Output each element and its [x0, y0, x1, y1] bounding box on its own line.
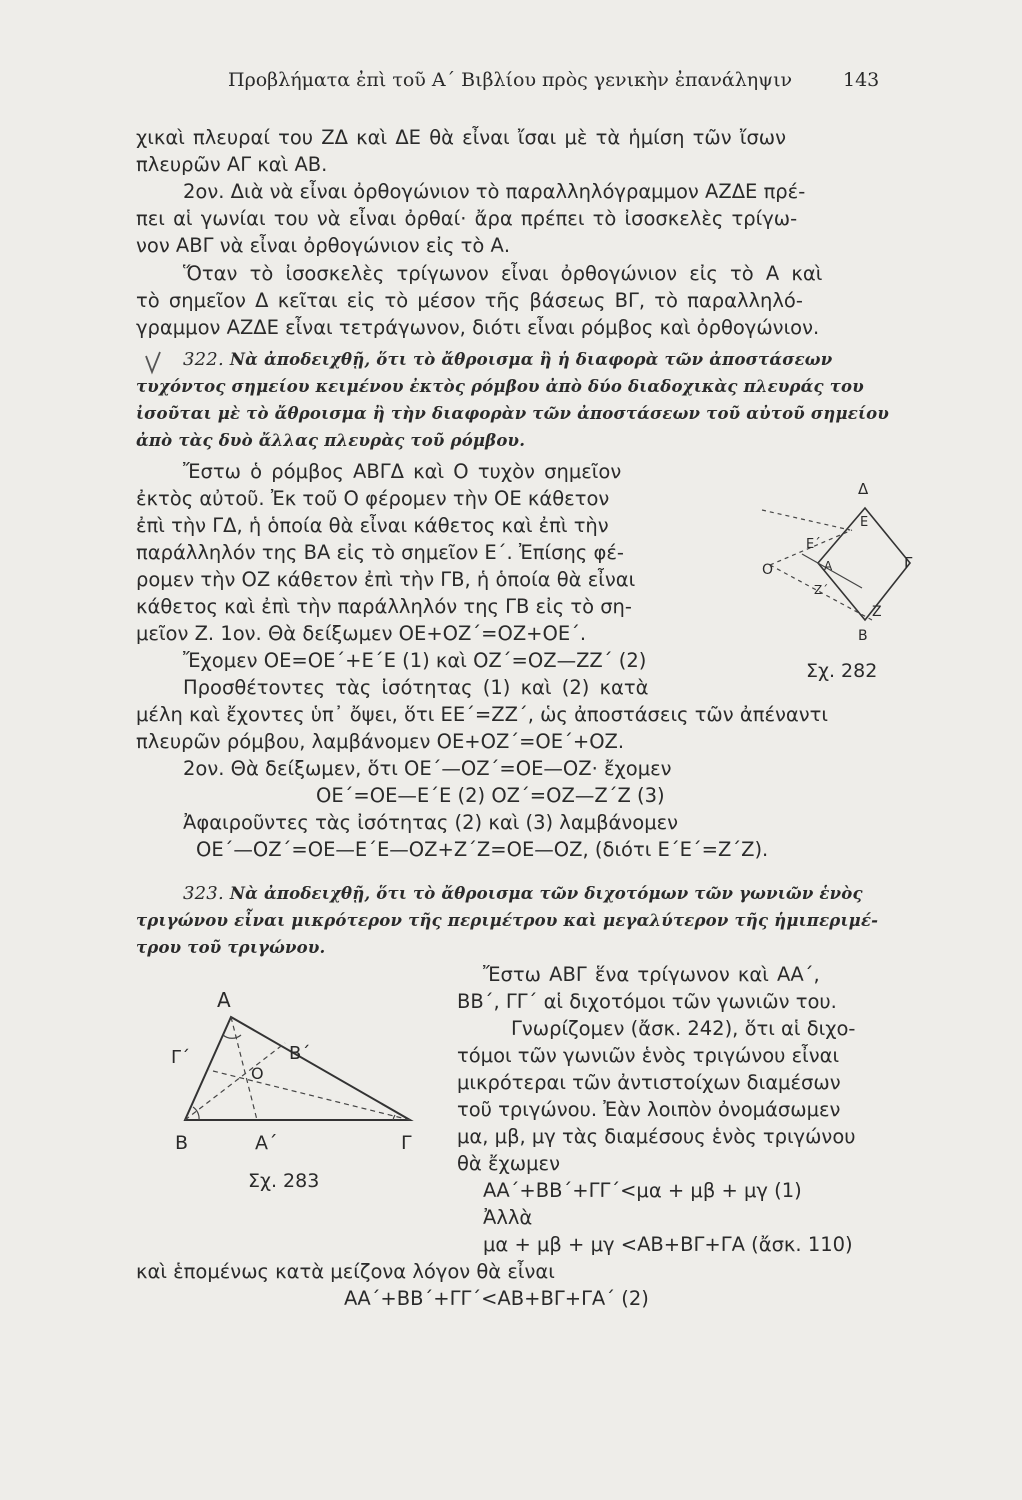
label-z-prime: Ζ΄ — [814, 583, 829, 597]
figure-283-caption: Σχ. 283 — [248, 1170, 320, 1192]
problem-323-line: τρου τοῦ τριγώνου. — [136, 938, 326, 957]
text-line: μέλη καὶ ἔχοντες ὑπ᾽ ὄψει, ὅτι ΕΕ΄=ΖΖ΄, ὡς ἀποστάσεις τῶν ἀπέναντι — [136, 703, 828, 726]
text-line: νον ΑΒΓ νὰ εἶναι ὀρθογώνιον εἰς τὸ Α. — [136, 234, 511, 257]
page-number: 143 — [843, 69, 880, 91]
text-line: ΟΕ΄=ΟΕ—Ε΄Ε (2) ΟΖ΄=ΟΖ—Ζ΄Ζ (3) — [316, 784, 665, 807]
text-line: θὰ ἔχωμεν — [457, 1152, 560, 1175]
running-header: Προβλήματα ἐπὶ τοῦ Α΄ Βιβλίου πρὸς γενικὴν ἐπανάληψιν — [228, 69, 793, 91]
label-b: Β — [175, 1132, 189, 1154]
text-line: ΒΒ΄, ΓΓ΄ αἱ διχοτόμοι τῶν γωνιῶν του. — [457, 990, 837, 1013]
text-line: γραμμον ΑΖΔΕ εἶναι τετράγωνον, διότι εἶναι ρόμβος καὶ ὀρθογώνιον. — [136, 316, 820, 339]
text-line: πλευρῶν ρόμβου, λαμβάνομεν ΟΕ+ΟΖ΄=ΟΕ΄+ΟΖ. — [136, 730, 625, 753]
text-line: μα + μβ + μγ <ΑΒ+ΒΓ+ΓΑ (ἄσκ. 110) — [483, 1233, 853, 1256]
text-line: 2ον. Διὰ νὰ εἶναι ὀρθογώνιον τὸ παραλληλόγραμμον ΑΖΔΕ πρέ- — [183, 180, 806, 203]
text-line: μικρότεραι τῶν ἀντιστοίχων διαμέσων — [457, 1071, 841, 1094]
text-line: Ἔστω ΑΒΓ ἕνα τρίγωνον καὶ ΑΑ΄, — [483, 963, 820, 986]
figure-282-rhombus — [762, 470, 913, 644]
text-line: ΟΕ΄—ΟΖ΄=ΟΕ—Ε΄Ε—ΟΖ+Ζ΄Ζ=ΟΕ—ΟΖ, (διότι Ε΄Ε΄=Ζ΄Ζ). — [196, 838, 769, 861]
text-line: Ὅταν τὸ ἰσοσκελὲς τρίγωνον εἶναι ὀρθογώνιον εἰς τὸ Α καὶ — [183, 262, 823, 285]
label-a: Α — [217, 988, 231, 1012]
check-mark-icon — [144, 350, 164, 376]
text-line: Γνωρίζομεν (ἄσκ. 242), ὅτι αἱ διχο- — [511, 1017, 856, 1040]
label-delta: Δ — [858, 480, 869, 498]
text-line: πει αἱ γωνίαι του νὰ εἶναι ὀρθαί· ἄρα πρέπει τὸ ἰσοσκελὲς τρίγω- — [136, 207, 798, 230]
label-a: Α — [824, 559, 833, 573]
text-line: ΑΑ΄+ΒΒ΄+ΓΓ΄<ΑΒ+ΒΓ+ΓΑ΄ (2) — [344, 1287, 649, 1310]
text-line: ἐκτὸς αὐτοῦ. Ἐκ τοῦ Ο φέρομεν τὴν ΟΕ κάθετον — [136, 487, 610, 510]
figure-283-triangle — [165, 985, 425, 1165]
text-line: μα, μβ, μγ τὰς διαμέσους ἑνὸς τριγώνου — [457, 1125, 856, 1148]
label-o: Ο — [251, 1064, 264, 1083]
figure-282-caption: Σχ. 282 — [806, 660, 878, 682]
label-z: Ζ — [872, 604, 882, 620]
text-line: τὸ σημεῖον Δ κεῖται εἰς τὸ μέσον τῆς βάσεως ΒΓ, τὸ παραλληλό- — [136, 289, 803, 312]
problem-323-line: 323. Νὰ ἀποδειχθῇ, ὅτι τὸ ἄθροισμα τῶν διχοτόμων τῶν γωνιῶν ἑνὸς — [183, 883, 863, 904]
problem-322-line: ἰσοῦται μὲ τὸ ἄθροισμα ἢ τὴν διαφορὰν τῶν ἀποστάσεων τοῦ αὐτοῦ σημείου — [136, 404, 890, 423]
problem-323-line: τριγώνου εἶναι μικρότερον τῆς περιμέτρου καὶ μεγαλύτερον τῆς ἡμιπεριμέ- — [136, 911, 879, 930]
label-gamma: Γ — [904, 554, 913, 572]
text-line: καὶ ἑπομένως κατὰ μείζονα λόγον θὰ εἶναι — [136, 1260, 555, 1283]
label-a-prime: Α΄ — [255, 1132, 278, 1154]
problem-number: 322. — [183, 349, 224, 370]
text-line: παράλληλόν της ΒΑ εἰς τὸ σημεῖον Ε΄. Ἐπίσης φέ- — [136, 541, 624, 564]
text-line: κάθετος καὶ ἐπὶ τὴν παράλληλόν της ΓΒ εἰς τὸ ση- — [136, 595, 632, 618]
text-line: τόμοι τῶν γωνιῶν ἑνὸς τριγώνου εἶναι — [457, 1044, 840, 1067]
text-line: πλευρῶν ΑΓ καὶ ΑΒ. — [136, 153, 328, 176]
label-g: Γ — [401, 1132, 412, 1154]
text-line: Ἀλλὰ — [483, 1206, 533, 1229]
label-g-prime: Γ΄ — [171, 1047, 191, 1068]
problem-322-line: τυχόντος σημείου κειμένου ἐκτὸς ρόμβου ἀπὸ δύο διαδοχικὰς πλευράς του — [136, 377, 864, 396]
text-line: 2ον. Θὰ δείξωμεν, ὅτι ΟΕ΄—ΟΖ΄=ΟΕ—ΟΖ· ἔχομεν — [183, 757, 672, 780]
text-line: τοῦ τριγώνου. Ἐὰν λοιπὸν ὀνομάσωμεν — [457, 1098, 841, 1121]
text-line: Ἔχομεν ΟΕ=ΟΕ΄+Ε΄Ε (1) καὶ ΟΖ΄=ΟΖ—ΖΖ΄ (2) — [183, 649, 647, 672]
text-line: χικαὶ πλευραί του ΖΔ καὶ ΔΕ θὰ εἶναι ἴσαι μὲ τὰ ἡμίση τῶν ἴσων — [136, 126, 787, 149]
label-b: Β — [858, 628, 868, 644]
text-line: Ἔστω ὁ ρόμβος ΑΒΓΔ καὶ Ο τυχὸν σημεῖον — [183, 460, 622, 483]
label-e: Ε — [860, 515, 869, 530]
label-e-prime: Ε΄ — [806, 537, 821, 552]
text-line: ἐπὶ τὴν ΓΔ, ἡ ὁποία θὰ εἶναι κάθετος καὶ ἐπὶ τὴν — [136, 514, 609, 537]
problem-number: 323. — [183, 883, 224, 904]
label-o: Ο — [762, 562, 774, 578]
text-line: ρομεν τὴν ΟΖ κάθετον ἐπὶ τὴν ΓΒ, ἡ ὁποία θὰ εἶναι — [136, 568, 636, 591]
problem-322-line: 322. Νὰ ἀποδειχθῇ, ὅτι τὸ ἄθροισμα ἢ ἡ διαφορὰ τῶν ἀποστάσεων — [183, 349, 833, 370]
label-b-prime: Β΄ — [289, 1043, 311, 1064]
text-line: Προσθέτοντες τὰς ἰσότητας (1) καὶ (2) κατὰ — [183, 676, 649, 699]
text-line: ΑΑ΄+ΒΒ΄+ΓΓ΄<μα + μβ + μγ (1) — [483, 1179, 802, 1202]
text-line: μεῖον Ζ. 1ον. Θὰ δείξωμεν ΟΕ+ΟΖ΄=ΟΖ+ΟΕ΄. — [136, 622, 587, 645]
text-line: Ἀφαιροῦντες τὰς ἰσότητας (2) καὶ (3) λαμβάνομεν — [183, 811, 679, 834]
problem-322-line: ἀπὸ τὰς δυὸ ἄλλας πλευρὰς τοῦ ρόμβου. — [136, 431, 526, 450]
